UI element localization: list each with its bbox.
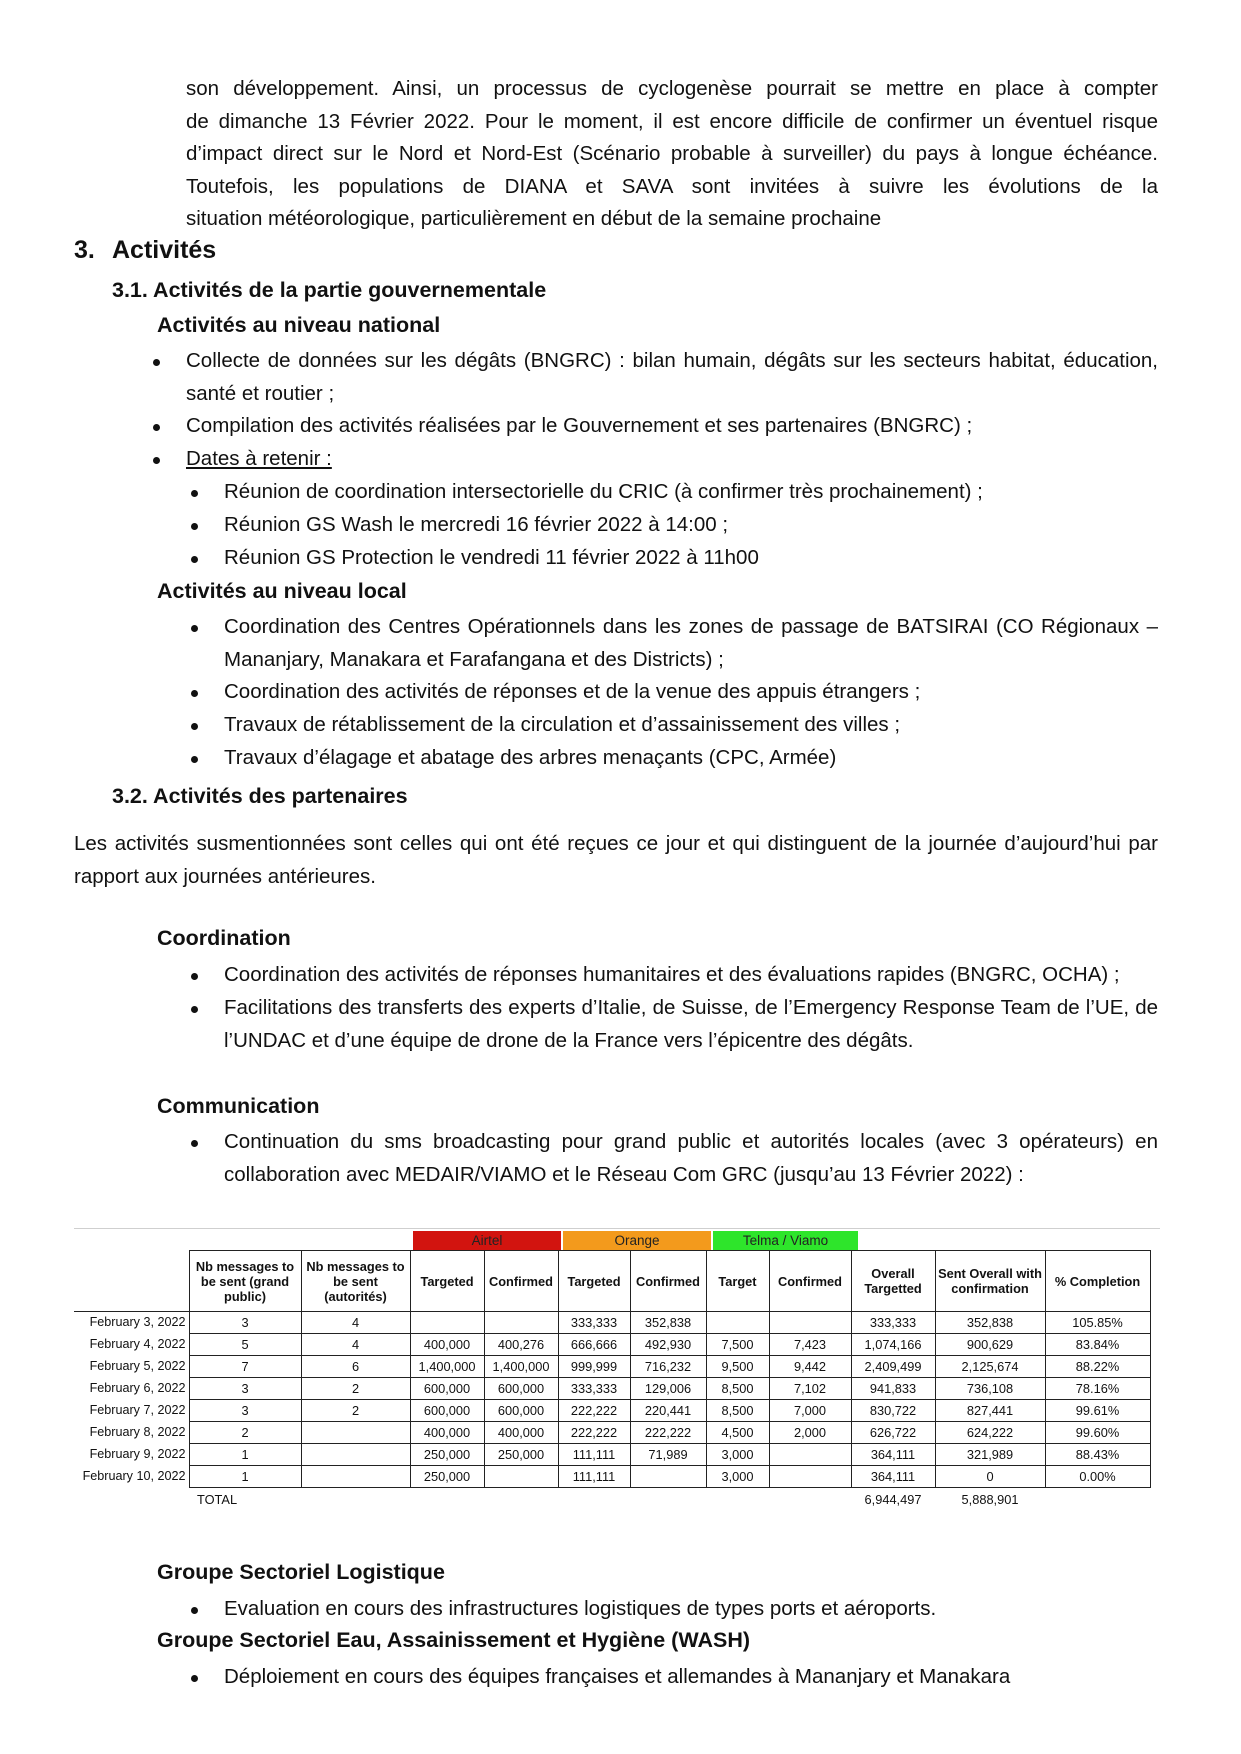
- column-header: Nb messages to be sent (autorités): [301, 1251, 410, 1312]
- table-cell: 250,000: [410, 1466, 484, 1488]
- empty-cell: [484, 1488, 558, 1511]
- item-line: Mananjary, Manakara et Farafangana et des Districts) ;: [224, 647, 724, 671]
- item-line: Coordination des Centres Opérationnels dans les zones de passage de BATSIRAI (CO Régionaux –: [224, 615, 1158, 638]
- bullet-icon: [191, 973, 198, 980]
- table-cell: 1,074,166: [851, 1334, 935, 1356]
- table-cell: 111,111: [558, 1444, 630, 1466]
- section-number: 3.: [74, 236, 95, 264]
- table-cell: 666,666: [558, 1334, 630, 1356]
- coordination-item: [224, 959, 1158, 992]
- row-date-cell: February 9, 2022: [74, 1444, 189, 1466]
- table-cell: 3: [189, 1400, 301, 1422]
- table-cell: [769, 1312, 851, 1334]
- table-cell: 7,000: [769, 1400, 851, 1422]
- table-row: [74, 1334, 1150, 1356]
- item-line: Réunion GS Protection le vendredi 11 février 2022 à 11h00: [224, 546, 759, 569]
- table-row: [74, 1466, 1150, 1488]
- empty-cell: [410, 1488, 484, 1511]
- local-item: [224, 709, 1158, 742]
- table-cell: 600,000: [410, 1400, 484, 1422]
- table-cell: 9,500: [706, 1356, 769, 1378]
- table-cell: 4: [301, 1334, 410, 1356]
- bullet-icon: [191, 1607, 198, 1614]
- item-line: Déploiement en cours des équipes françaises et allemandes à Mananjary et Manakara: [224, 1665, 1011, 1688]
- intro-line: situation météorologique, particulièrement en début de la semaine prochaine: [186, 207, 882, 230]
- table-cell: 8,500: [706, 1400, 769, 1422]
- item-line: Continuation du sms broadcasting pour grand public et autorités locales (avec 3 opérateurs) en: [224, 1130, 1158, 1153]
- table-cell: 999,999: [558, 1356, 630, 1378]
- column-header: Targeted: [410, 1251, 484, 1312]
- empty-cell: [301, 1488, 410, 1511]
- table-cell: 220,441: [630, 1400, 706, 1422]
- empty-cell: [706, 1488, 769, 1511]
- table-cell: 1: [189, 1444, 301, 1466]
- table-cell: 78.16%: [1045, 1378, 1150, 1400]
- item-line: Réunion de coordination intersectorielle du CRIC (à confirmer très prochainement) ;: [224, 480, 983, 503]
- table-cell: 492,930: [630, 1334, 706, 1356]
- table-row: [74, 1444, 1150, 1466]
- coordination-item: [224, 992, 1158, 1057]
- empty-cell: [558, 1488, 630, 1511]
- row-date-cell: February 6, 2022: [74, 1378, 189, 1400]
- table-cell: 8,500: [706, 1378, 769, 1400]
- table-cell: [769, 1466, 851, 1488]
- date-item: [224, 476, 1158, 509]
- table-cell: 624,222: [935, 1422, 1045, 1444]
- table-cell: 250,000: [410, 1444, 484, 1466]
- table-cell: 333,333: [851, 1312, 935, 1334]
- national-item: [186, 410, 1158, 443]
- table-header-row: [74, 1251, 1150, 1312]
- bullet-icon: [191, 723, 198, 730]
- local-heading: Activités au niveau local: [157, 579, 407, 603]
- intro-line: Les activités susmentionnées sont celles qui ont été reçues ce jour et qui distinguent de la journée d’aujourd’hui par: [74, 832, 1158, 855]
- empty-cell: [74, 1488, 189, 1511]
- table-cell: 129,006: [630, 1378, 706, 1400]
- table-row: [74, 1378, 1150, 1400]
- table-cell: 7,423: [769, 1334, 851, 1356]
- bullet-icon: [191, 1675, 198, 1682]
- table-cell: 400,000: [484, 1422, 558, 1444]
- column-header: Nb messages to be sent (grand public): [189, 1251, 301, 1312]
- column-header: % Completion: [1045, 1251, 1150, 1312]
- table-cell: 3,000: [706, 1466, 769, 1488]
- item-line: Réunion GS Wash le mercredi 16 février 2022 à 14:00 ;: [224, 513, 729, 536]
- item-line: Collecte de données sur les dégâts (BNGRC) : bilan humain, dégâts sur les secteurs habitat, éducation,: [186, 349, 1158, 372]
- table-cell: 88.43%: [1045, 1444, 1150, 1466]
- table-cell: [769, 1444, 851, 1466]
- item-line: Coordination des activités de réponses et de la venue des appuis étrangers ;: [224, 680, 921, 703]
- table-cell: 99.61%: [1045, 1400, 1150, 1422]
- partners-intro: [74, 828, 1158, 893]
- wash-item: [224, 1661, 1158, 1694]
- total-overall-targetted: 6,944,497: [864, 1491, 922, 1507]
- table-cell: 827,441: [935, 1400, 1045, 1422]
- bullet-icon: [191, 1006, 198, 1013]
- blank-cell: [74, 1251, 189, 1312]
- bullet-icon: [153, 359, 160, 366]
- table-cell: 0: [935, 1466, 1045, 1488]
- intro-line: Toutefois, les populations de DIANA et SAVA sont invitées à suivre les évolutions de la: [186, 174, 1158, 198]
- table-cell: 321,989: [935, 1444, 1045, 1466]
- bullet-icon: [153, 457, 160, 464]
- table-row: [74, 1422, 1150, 1444]
- total-sent: 5,888,901: [961, 1491, 1019, 1507]
- intro-line: son développement. Ainsi, un processus de cyclogenèse pourrait se mettre en place à compter: [186, 77, 1158, 100]
- sms-broadcast-table: [74, 1228, 1162, 1518]
- row-date-cell: February 4, 2022: [74, 1334, 189, 1356]
- table-cell: 3,000: [706, 1444, 769, 1466]
- table-cell: 364,111: [851, 1466, 935, 1488]
- empty-cell: [630, 1488, 706, 1511]
- table-cell: [484, 1312, 558, 1334]
- logistique-item: [224, 1593, 1158, 1626]
- item-line: Evaluation en cours des infrastructures logistiques de types ports et aéroports.: [224, 1597, 937, 1620]
- table-cell: 71,989: [630, 1444, 706, 1466]
- row-date-cell: February 5, 2022: [74, 1356, 189, 1378]
- table-cell: 941,833: [851, 1378, 935, 1400]
- table-cell: 2: [301, 1378, 410, 1400]
- bullet-icon: [191, 756, 198, 763]
- table-cell: 600,000: [410, 1378, 484, 1400]
- communication-item: [224, 1126, 1158, 1191]
- table-cell: 600,000: [484, 1400, 558, 1422]
- table-cell: 3: [189, 1312, 301, 1334]
- table-cell: 400,276: [484, 1334, 558, 1356]
- item-line: Coordination des activités de réponses humanitaires et des évaluations rapides (BNGRC, OCHA) ;: [224, 963, 1120, 986]
- table-cell: 352,838: [935, 1312, 1045, 1334]
- bullet-icon: [191, 490, 198, 497]
- row-date-cell: February 10, 2022: [74, 1466, 189, 1488]
- operator-telma-header: Telma / Viamo: [713, 1231, 858, 1250]
- date-item: [224, 542, 1158, 575]
- column-header: Confirmed: [769, 1251, 851, 1312]
- table-row: [74, 1400, 1150, 1422]
- operator-airtel-header: Airtel: [413, 1231, 561, 1250]
- table-cell: [301, 1444, 410, 1466]
- table-cell: 105.85%: [1045, 1312, 1150, 1334]
- table-row: [74, 1356, 1150, 1378]
- column-header: Targeted: [558, 1251, 630, 1312]
- local-item: [224, 676, 1158, 709]
- item-line: Facilitations des transferts des experts d’Italie, de Suisse, de l’Emergency Response Team de l’UE, de: [224, 996, 1158, 1019]
- national-item: [186, 345, 1158, 410]
- table-cell: 250,000: [484, 1444, 558, 1466]
- section-3-heading: [74, 236, 216, 265]
- table-body: [74, 1312, 1150, 1511]
- table-cell: [484, 1466, 558, 1488]
- communication-heading: Communication: [157, 1094, 320, 1118]
- table-cell: 222,222: [558, 1400, 630, 1422]
- table-cell: 4,500: [706, 1422, 769, 1444]
- row-date-cell: February 7, 2022: [74, 1400, 189, 1422]
- column-header: Confirmed: [484, 1251, 558, 1312]
- table-cell: 2,409,499: [851, 1356, 935, 1378]
- table-cell: 1,400,000: [484, 1356, 558, 1378]
- table-cell: [301, 1422, 410, 1444]
- item-line: collaboration avec MEDAIR/VIAMO et le Réseau Com GRC (jusqu’au 13 Février 2022) :: [224, 1162, 1024, 1186]
- bullet-icon: [191, 690, 198, 697]
- logistique-heading: Groupe Sectoriel Logistique: [157, 1560, 445, 1584]
- divider: [74, 1228, 1160, 1229]
- table-cell: 9,442: [769, 1356, 851, 1378]
- dates-label: Dates à retenir :: [186, 447, 332, 470]
- row-date-cell: February 3, 2022: [74, 1312, 189, 1334]
- table-cell: 6: [301, 1356, 410, 1378]
- table-cell: 7: [189, 1356, 301, 1378]
- bullet-icon: [191, 1140, 198, 1147]
- column-header: Confirmed: [630, 1251, 706, 1312]
- intro-line: de dimanche 13 Février 2022. Pour le moment, il est encore difficile de confirmer un éventuel risque: [186, 109, 1158, 133]
- table-cell: 2: [189, 1422, 301, 1444]
- local-item: [224, 742, 1158, 775]
- item-line: Travaux d’élagage et abatage des arbres menaçants (CPC, Armée): [224, 746, 837, 769]
- table-cell: 2,000: [769, 1422, 851, 1444]
- column-header: Target: [706, 1251, 769, 1312]
- total-label: TOTAL: [197, 1491, 238, 1507]
- table-cell: [630, 1466, 706, 1488]
- wash-heading: Groupe Sectoriel Eau, Assainissement et Hygiène (WASH): [157, 1628, 751, 1652]
- bullet-icon: [191, 523, 198, 530]
- table-cell: [301, 1466, 410, 1488]
- subsection-3-1-heading: 3.1. Activités de la partie gouvernementale: [112, 278, 547, 302]
- national-heading: Activités au niveau national: [157, 313, 441, 337]
- table-cell: 333,333: [558, 1312, 630, 1334]
- table-cell: 99.60%: [1045, 1422, 1150, 1444]
- table-cell: 830,722: [851, 1400, 935, 1422]
- column-header: Overall Targetted: [851, 1251, 935, 1312]
- table-cell: 400,000: [410, 1422, 484, 1444]
- table-cell: 716,232: [630, 1356, 706, 1378]
- table-cell: 2: [301, 1400, 410, 1422]
- table-cell: 626,722: [851, 1422, 935, 1444]
- table-cell: 1: [189, 1466, 301, 1488]
- local-item: [224, 611, 1158, 676]
- table-cell: 5: [189, 1334, 301, 1356]
- row-date-cell: February 8, 2022: [74, 1422, 189, 1444]
- coordination-heading: Coordination: [157, 926, 291, 950]
- table-cell: 1,400,000: [410, 1356, 484, 1378]
- table-cell: [410, 1312, 484, 1334]
- table-cell: 2,125,674: [935, 1356, 1045, 1378]
- section-title: Activités: [112, 236, 217, 264]
- table-cell: 7,500: [706, 1334, 769, 1356]
- item-line: santé et routier ;: [186, 381, 335, 405]
- table-cell: 88.22%: [1045, 1356, 1150, 1378]
- bullet-icon: [191, 556, 198, 563]
- table-cell: 736,108: [935, 1378, 1045, 1400]
- table-cell: 111,111: [558, 1466, 630, 1488]
- item-line: l’UNDAC et d’une équipe de drone de la France vers l’épicentre des dégâts.: [224, 1028, 914, 1052]
- total-row: [74, 1488, 1150, 1511]
- subsection-3-2-heading: 3.2. Activités des partenaires: [112, 784, 408, 808]
- table-cell: 222,222: [558, 1422, 630, 1444]
- empty-cell: [1045, 1488, 1150, 1511]
- table-cell: 333,333: [558, 1378, 630, 1400]
- date-item: [224, 509, 1158, 542]
- table-cell: 400,000: [410, 1334, 484, 1356]
- table-cell: 3: [189, 1378, 301, 1400]
- bullet-icon: [191, 625, 198, 632]
- intro-paragraph: [186, 73, 1158, 236]
- table-cell: 7,102: [769, 1378, 851, 1400]
- table-cell: [706, 1312, 769, 1334]
- table-cell: 0.00%: [1045, 1466, 1150, 1488]
- intro-line: rapport aux journées antérieures.: [74, 864, 376, 888]
- table-cell: 600,000: [484, 1378, 558, 1400]
- intro-line: d’impact direct sur le Nord et Nord-Est (Scénario probable à surveiller) du pays à longue échéance.: [186, 142, 1158, 165]
- table-cell: 83.84%: [1045, 1334, 1150, 1356]
- empty-cell: [769, 1488, 851, 1511]
- bullet-icon: [153, 424, 160, 431]
- table-row: [74, 1312, 1150, 1334]
- item-line: Travaux de rétablissement de la circulation et d’assainissement des villes ;: [224, 713, 901, 736]
- table-cell: 364,111: [851, 1444, 935, 1466]
- column-header: Sent Overall with confirmation: [935, 1251, 1045, 1312]
- operator-orange-header: Orange: [563, 1231, 711, 1250]
- sms-data-table: [74, 1250, 1151, 1510]
- table-cell: 222,222: [630, 1422, 706, 1444]
- dates-label-item: [186, 443, 1158, 476]
- table-cell: 4: [301, 1312, 410, 1334]
- table-cell: 352,838: [630, 1312, 706, 1334]
- item-line: Compilation des activités réalisées par le Gouvernement et ses partenaires (BNGRC) ;: [186, 414, 973, 437]
- table-cell: 900,629: [935, 1334, 1045, 1356]
